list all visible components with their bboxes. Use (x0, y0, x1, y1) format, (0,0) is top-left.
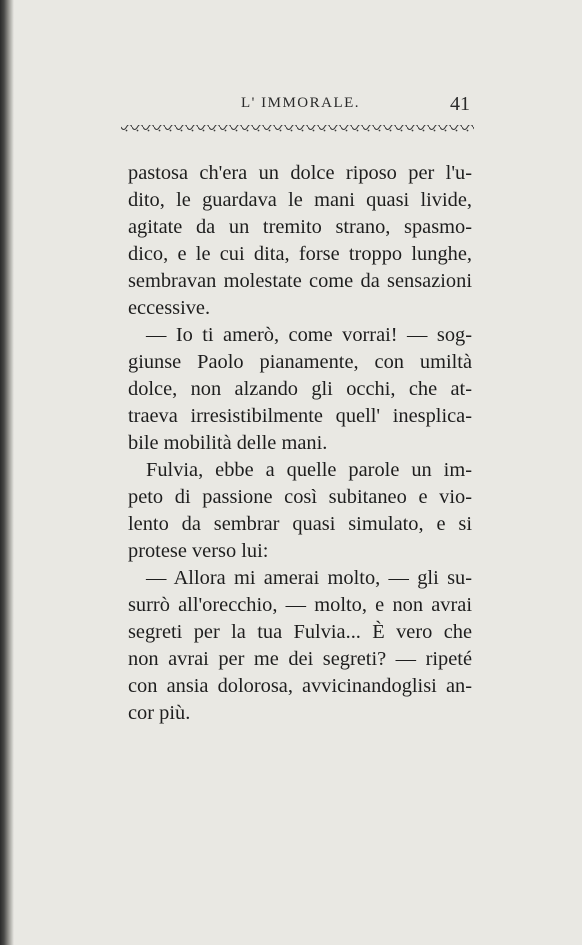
text-line: pastosa ch'era un dolce riposo per l'u- (128, 162, 472, 184)
text-line: dolce, non alzando gli occhi, che at- (128, 378, 472, 400)
page-number: 41 (450, 93, 470, 115)
text-line: con ansia dolorosa, avvicinandoglisi an- (128, 675, 472, 697)
ornamental-rule-icon (121, 125, 474, 133)
text-line: protese verso lui: (128, 540, 269, 562)
text-line: Fulvia, ebbe a quelle parole un im- (146, 459, 472, 481)
binding-edge (0, 0, 14, 945)
running-title: L' IMMORALE. (241, 95, 361, 111)
body-text (128, 160, 472, 727)
text-line: lento da sembrar quasi simulato, e si (128, 513, 472, 535)
text-line: segreti per la tua Fulvia... È vero che (128, 621, 472, 643)
text-line: eccessive. (128, 297, 211, 319)
text-line: agitate da un tremito strano, spasmo- (128, 216, 472, 238)
text-line: dito, le guardava le mani quasi livide, (128, 189, 472, 211)
text-line: cor più. (128, 702, 191, 724)
text-line: — Allora mi amerai molto, — gli su- (146, 567, 472, 589)
text-line: traeva irresistibilmente quell' inesplica- (128, 405, 472, 427)
text-line: surrò all'orecchio, — molto, e non avrai (128, 594, 472, 616)
text-line: — Io ti amerò, come vorrai! — sog- (146, 324, 472, 346)
text-line: non avrai per me dei segreti? — ripeté (128, 648, 472, 670)
text-line: bile mobilità delle mani. (128, 432, 328, 454)
text-line: giunse Paolo pianamente, con umiltà (128, 351, 472, 373)
text-line: sembravan molestate come da sensazioni (128, 270, 472, 292)
text-line: dico, e le cui dita, forse troppo lunghe, (128, 243, 472, 265)
running-head (118, 93, 478, 123)
text-line: peto di passione così subitaneo e vio- (128, 486, 472, 508)
